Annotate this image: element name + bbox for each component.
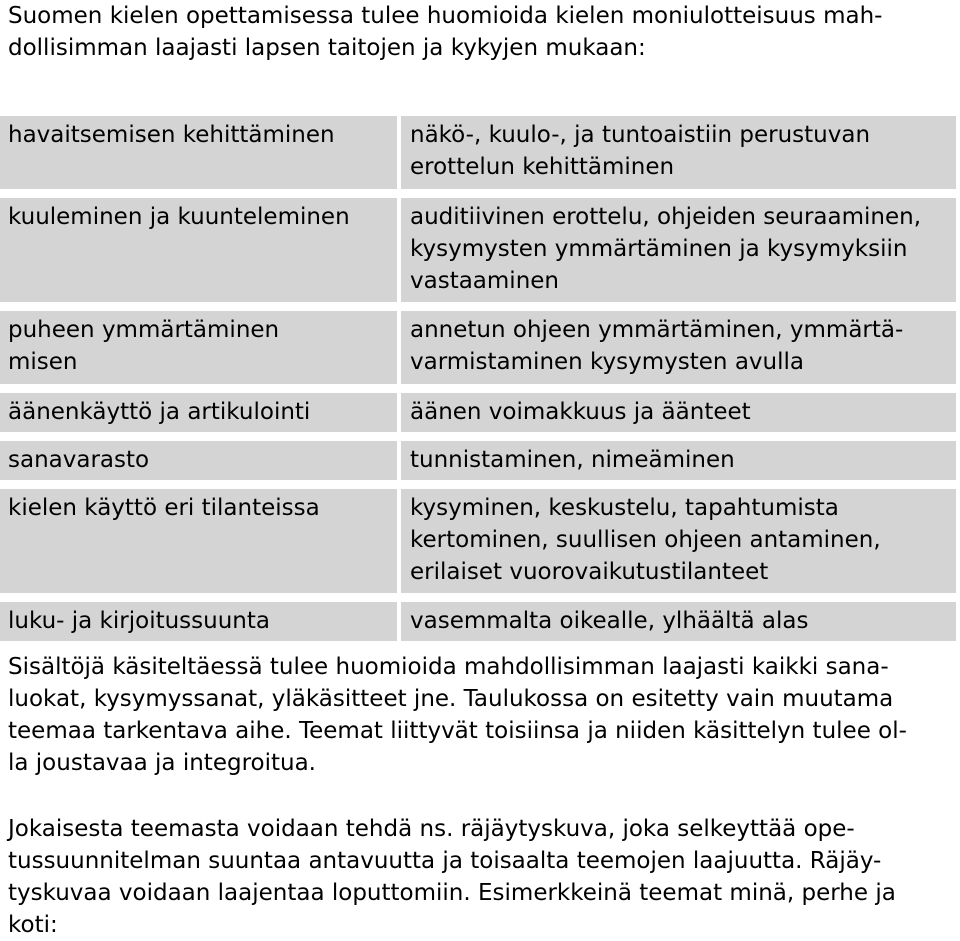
content-paragraph: Sisältöjä käsiteltäessä tulee huomioida mahdollisimman laajasti kaikki sana- luokat, kysymyssanat, yläkäsitteet jne. Taulukossa on esitetty vain muutama teemaa tarkentava aihe. Teemat liittyvät toisiinsa ja niiden käsittelyn tulee ol- la joustavaa ja integroitua. [8,654,907,776]
skill-area-cell: kuuleminen ja kuunteleminen [0,198,397,302]
skill-content-cell: näkö-, kuulo-, ja tuntoaistiin perustuvan erottelun kehittäminen [401,116,956,189]
skill-content-cell: äänen voimakkuus ja äänteet [401,393,956,432]
table-row [0,602,960,641]
table-row [0,116,960,189]
table-row [0,441,960,480]
intro-line-1: Suomen kielen opettamisessa tulee huomioida kielen moniulotteisuus mah- [8,3,883,29]
skill-content-cell: vasemmalta oikealle, ylhäältä alas [401,602,956,641]
skill-content-cell: tunnistaminen, nimeäminen [401,441,956,480]
skill-area-cell: havaitsemisen kehittäminen [0,116,397,189]
table-row [0,198,960,302]
skill-content-cell: auditiivinen erottelu, ohjeiden seuraaminen, kysymysten ymmärtäminen ja kysymyksiin vastaaminen [401,198,956,302]
explosion-diagram-paragraph: Jokaisesta teemasta voidaan tehdä ns. räjäytyskuva, joka selkeyttää ope- tussuunnitelman suuntaa antavuutta ja toisaalta teemojen laajuutta. Räjäy- tyskuvaa voidaan laajentaa loputtomiin. Esimerkkeinä teemat minä, perhe ja koti: [8,816,896,938]
skill-area-cell: puheen ymmärtäminen misen [0,311,397,384]
table-row [0,489,960,593]
intro-line-2: dollisimman laajasti lapsen taitojen ja kykyjen mukaan: [8,35,646,61]
skill-content-cell: kysyminen, keskustelu, tapahtumista kertominen, suullisen ohjeen antaminen, erilaiset vuorovaikutustilanteet [401,489,956,593]
table-row [0,311,960,384]
intro-paragraph [8,0,958,64]
skill-area-cell: sanavarasto [0,441,397,480]
skill-area-cell: äänenkäyttö ja artikulointi [0,393,397,432]
skill-area-cell: luku- ja kirjoitussuunta [0,602,397,641]
table-row [0,393,960,432]
skills-table [0,116,960,650]
skill-area-cell: kielen käyttö eri tilanteissa [0,489,397,593]
skill-content-cell: annetun ohjeen ymmärtäminen, ymmärtä- varmistaminen kysymysten avulla [401,311,956,384]
